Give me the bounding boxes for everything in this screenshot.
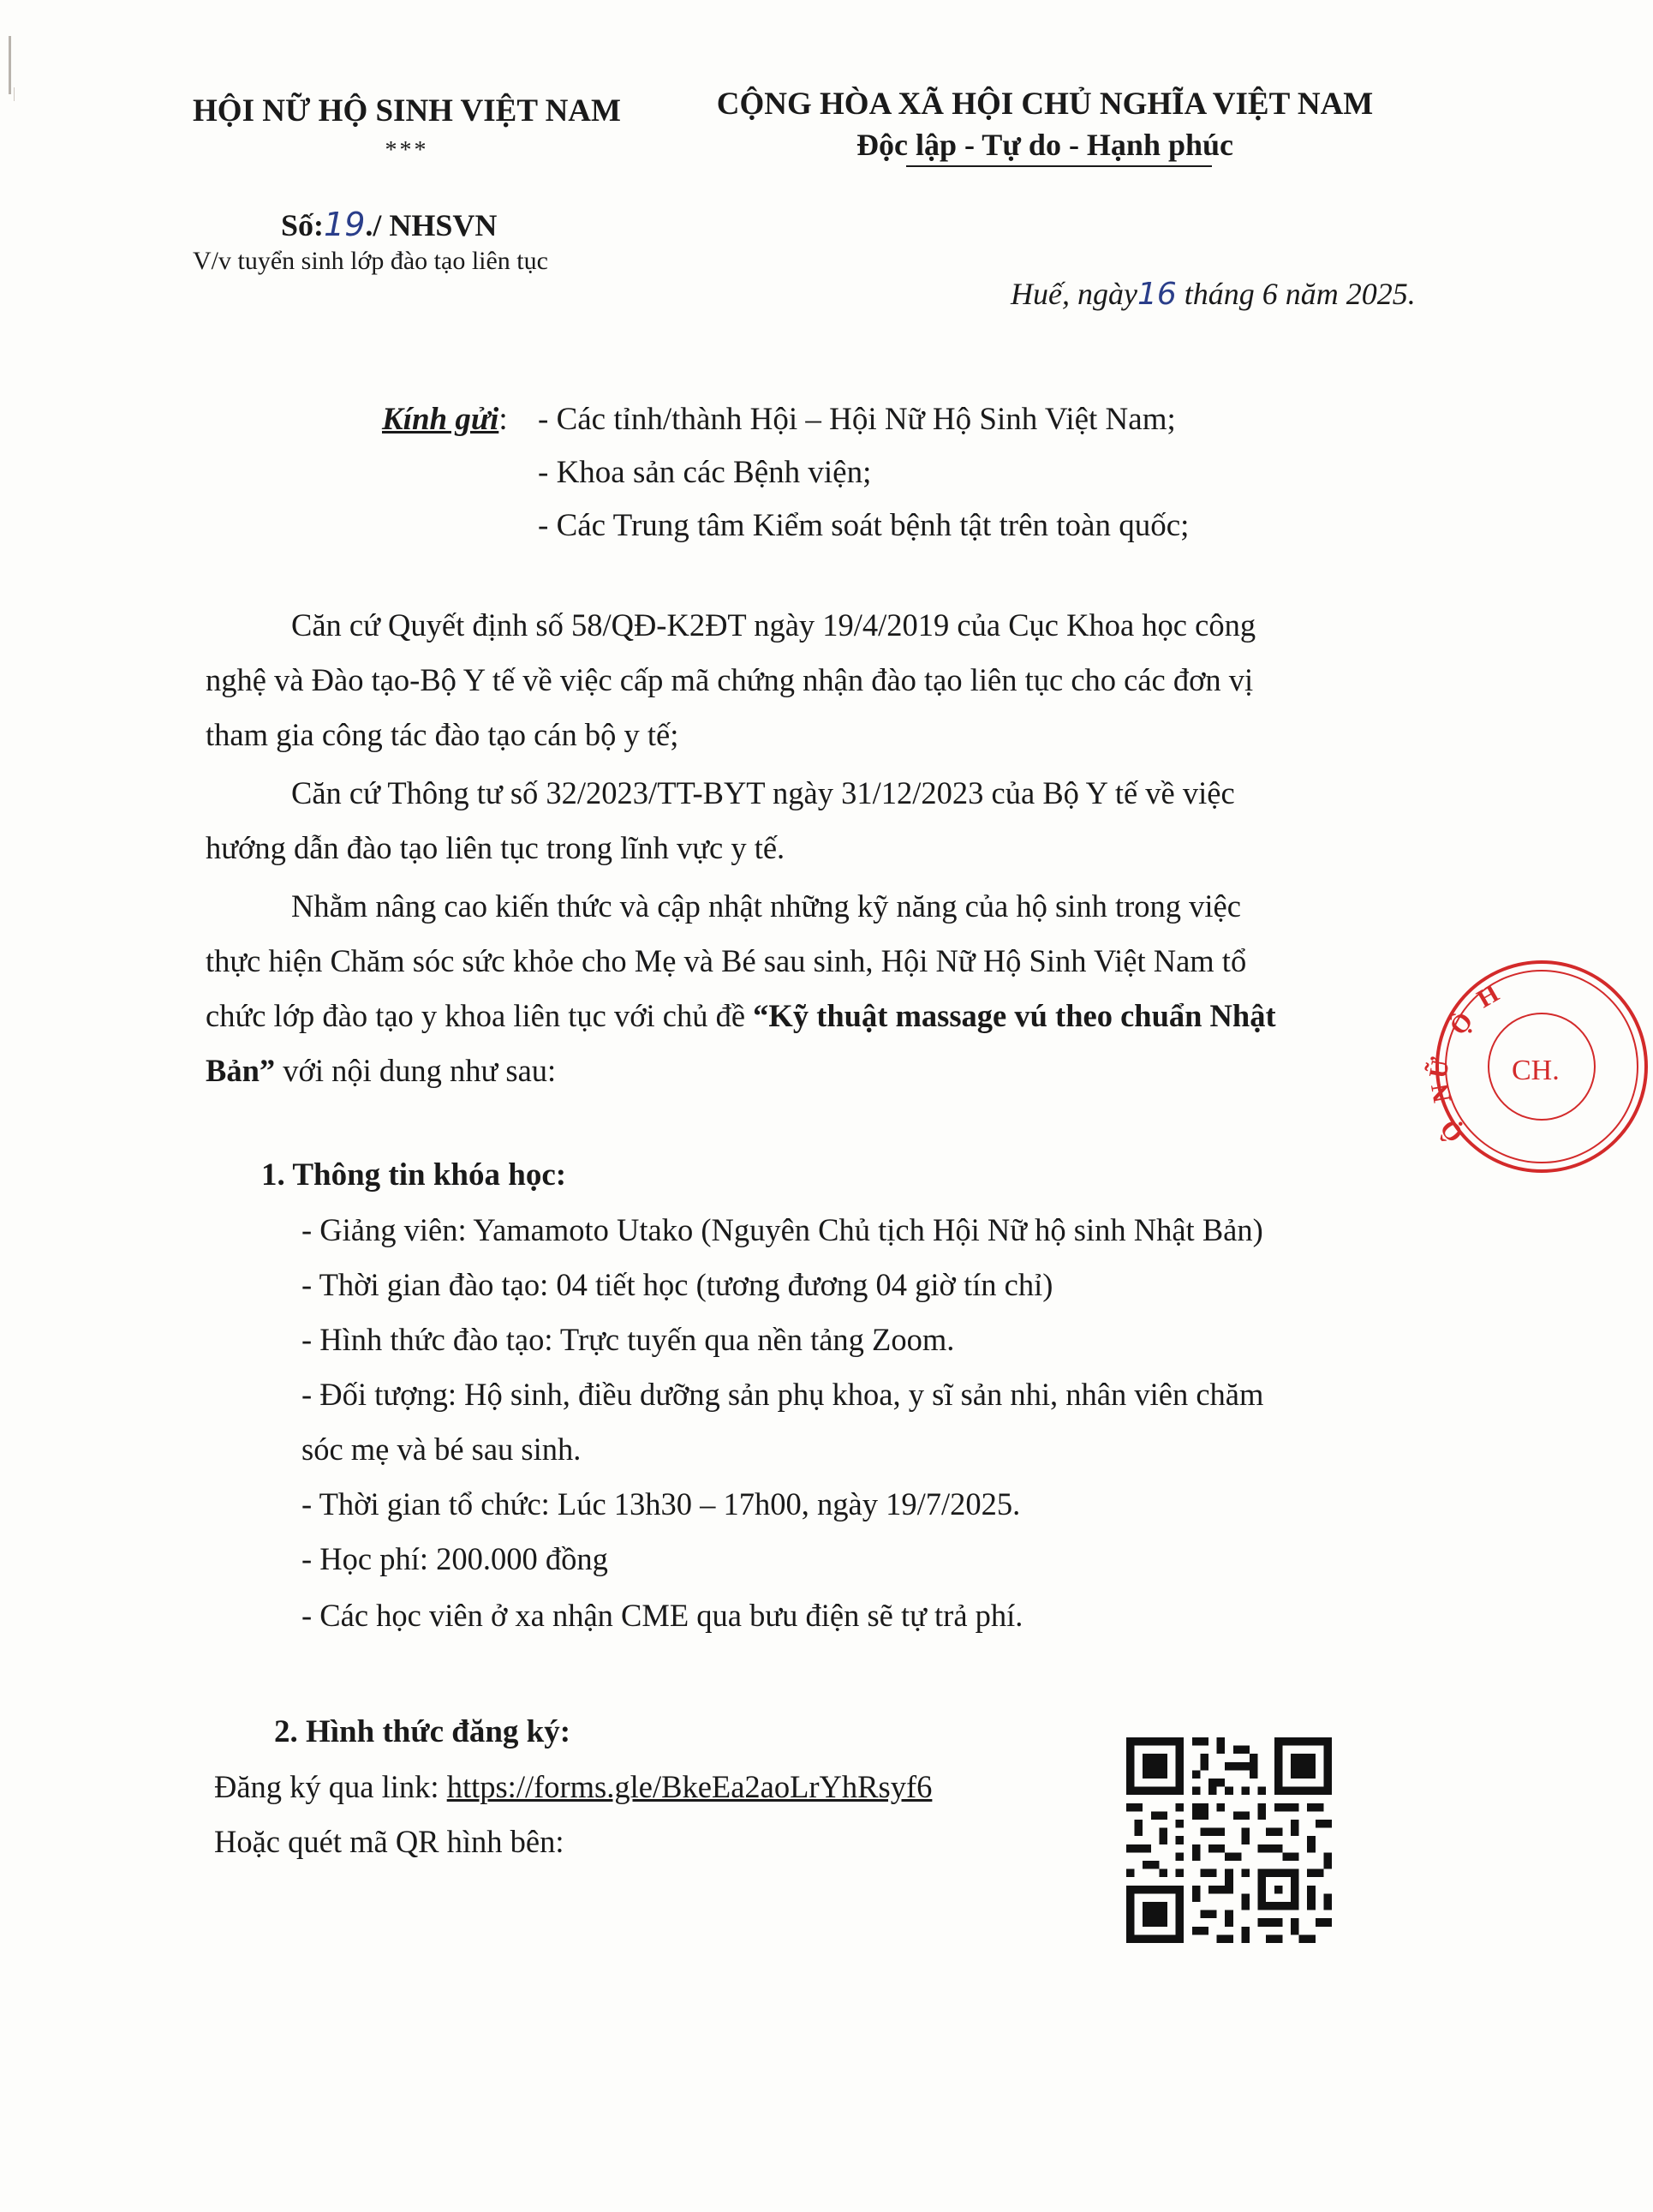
section-2-heading: 2. Hình thức đăng ký:	[274, 1714, 571, 1749]
organization-stars: ***	[385, 137, 429, 164]
national-motto: Độc lập - Tự do - Hạnh phúc	[856, 128, 1234, 162]
scan-edge-mark	[9, 36, 11, 94]
recipient-line: - Các Trung tâm Kiểm soát bệnh tật trên toàn quốc;	[538, 508, 1190, 543]
date-suffix: tháng 6 năm 2025.	[1176, 277, 1416, 311]
svg-text:Ộ: Ộ	[1435, 1114, 1470, 1148]
body-line: nghệ và Đào tạo-Bộ Y tế về việc cấp mã chứng nhận đào tạo liên tục cho các đơn vị	[206, 662, 1254, 697]
body-line: Căn cứ Thông tư số 32/2023/TT-BYT ngày 31/12/2023 của Bộ Y tế về việc	[291, 775, 1235, 810]
recipients-label	[382, 401, 508, 438]
body-line: Căn cứ Quyết định số 58/QĐ-K2ĐT ngày 19/4/2019 của Cục Khoa học công	[291, 607, 1256, 643]
body-line: tham gia công tác đào tạo cán bộ y tế;	[206, 717, 679, 752]
registration-link-prefix: Đăng ký qua link:	[214, 1769, 447, 1804]
qr-instruction: Hoặc quét mã QR hình bên:	[214, 1824, 564, 1859]
svg-text:Ộ: Ộ	[1444, 1007, 1479, 1041]
svg-text:H: H	[1472, 978, 1504, 1014]
course-info-item: - Học phí: 200.000 đồng	[301, 1541, 608, 1576]
body-line: hướng dẫn đào tạo liên tục trong lĩnh vực y tế.	[206, 830, 785, 865]
scan-edge-mark-small	[14, 87, 15, 101]
body-line: thực hiện Chăm sóc sức khỏe cho Mẹ và Bé sau sinh, Hội Nữ Hộ Sinh Việt Nam tổ	[206, 943, 1247, 978]
reference-number	[281, 206, 497, 243]
organization-name: HỘI NỮ HỘ SINH VIỆT NAM	[193, 93, 621, 129]
body-text: chức lớp đào tạo y khoa liên tục với chủ đề	[206, 998, 754, 1033]
course-info-item: sóc mẹ và bé sau sinh.	[301, 1432, 582, 1467]
section-1-heading: 1. Thông tin khóa học:	[261, 1157, 567, 1193]
reference-handwritten-number: 19	[324, 206, 366, 243]
recipients-label-text: Kính gửi	[382, 402, 499, 437]
svg-text:Ữ: Ữ	[1423, 1055, 1456, 1081]
recipient-line: - Khoa sản các Bệnh viện;	[538, 455, 872, 490]
course-info-item: - Các học viên ở xa nhận CME qua bưu điện sẽ tự trả phí.	[301, 1598, 1023, 1633]
course-info-item: - Đối tượng: Hộ sinh, điều dưỡng sản phụ khoa, y sĩ sản nhi, nhân viên chăm	[301, 1377, 1264, 1412]
body-line	[206, 990, 1276, 1042]
registration-qr-code[interactable]	[1126, 1737, 1332, 1943]
seal-center-text: CH.	[1512, 1055, 1560, 1086]
reference-subject: V/v tuyển sinh lớp đào tạo liên tục	[193, 247, 548, 275]
course-info-item: - Thời gian tổ chức: Lúc 13h30 – 17h00, ngày 19/7/2025.	[301, 1486, 1021, 1521]
date-handwritten-day: 16	[1137, 277, 1177, 312]
country-name: CỘNG HÒA XÃ HỘI CHỦ NGHĨA VIỆT NAM	[716, 87, 1374, 122]
course-info-item: - Hình thức đào tạo: Trực tuyến qua nền tảng Zoom.	[301, 1322, 955, 1357]
course-topic: “Kỹ thuật massage vú theo chuẩn Nhật	[753, 998, 1276, 1033]
motto-underline	[906, 165, 1212, 167]
course-info-item: - Giảng viên: Yamamoto Utako (Nguyên Chủ tịch Hội Nữ hộ sinh Nhật Bản)	[301, 1212, 1263, 1247]
official-seal-stamp	[1423, 955, 1653, 1178]
body-line	[206, 1045, 556, 1097]
document-date	[1011, 276, 1416, 312]
body-line: Nhằm nâng cao kiến thức và cập nhật những kỹ năng của hộ sinh trong việc	[291, 888, 1241, 924]
body-text: với nội dung như sau:	[275, 1053, 557, 1088]
course-topic-end: Bản”	[206, 1053, 276, 1088]
svg-text:N: N	[1425, 1081, 1457, 1105]
registration-link-line	[214, 1768, 932, 1805]
reference-prefix: Số:	[281, 208, 325, 242]
reference-suffix: ./ NHSVN	[365, 208, 498, 242]
recipients-label-colon: :	[498, 402, 508, 437]
course-info-item: - Thời gian đào tạo: 04 tiết học (tương đương 04 giờ tín chỉ)	[301, 1267, 1053, 1302]
date-prefix: Huế, ngày	[1011, 277, 1137, 311]
registration-link[interactable]: https://forms.gle/BkeEa2aoLrYhRsyf6	[446, 1769, 933, 1804]
recipient-line: - Các tỉnh/thành Hội – Hội Nữ Hộ Sinh Việt Nam;	[538, 402, 1176, 437]
